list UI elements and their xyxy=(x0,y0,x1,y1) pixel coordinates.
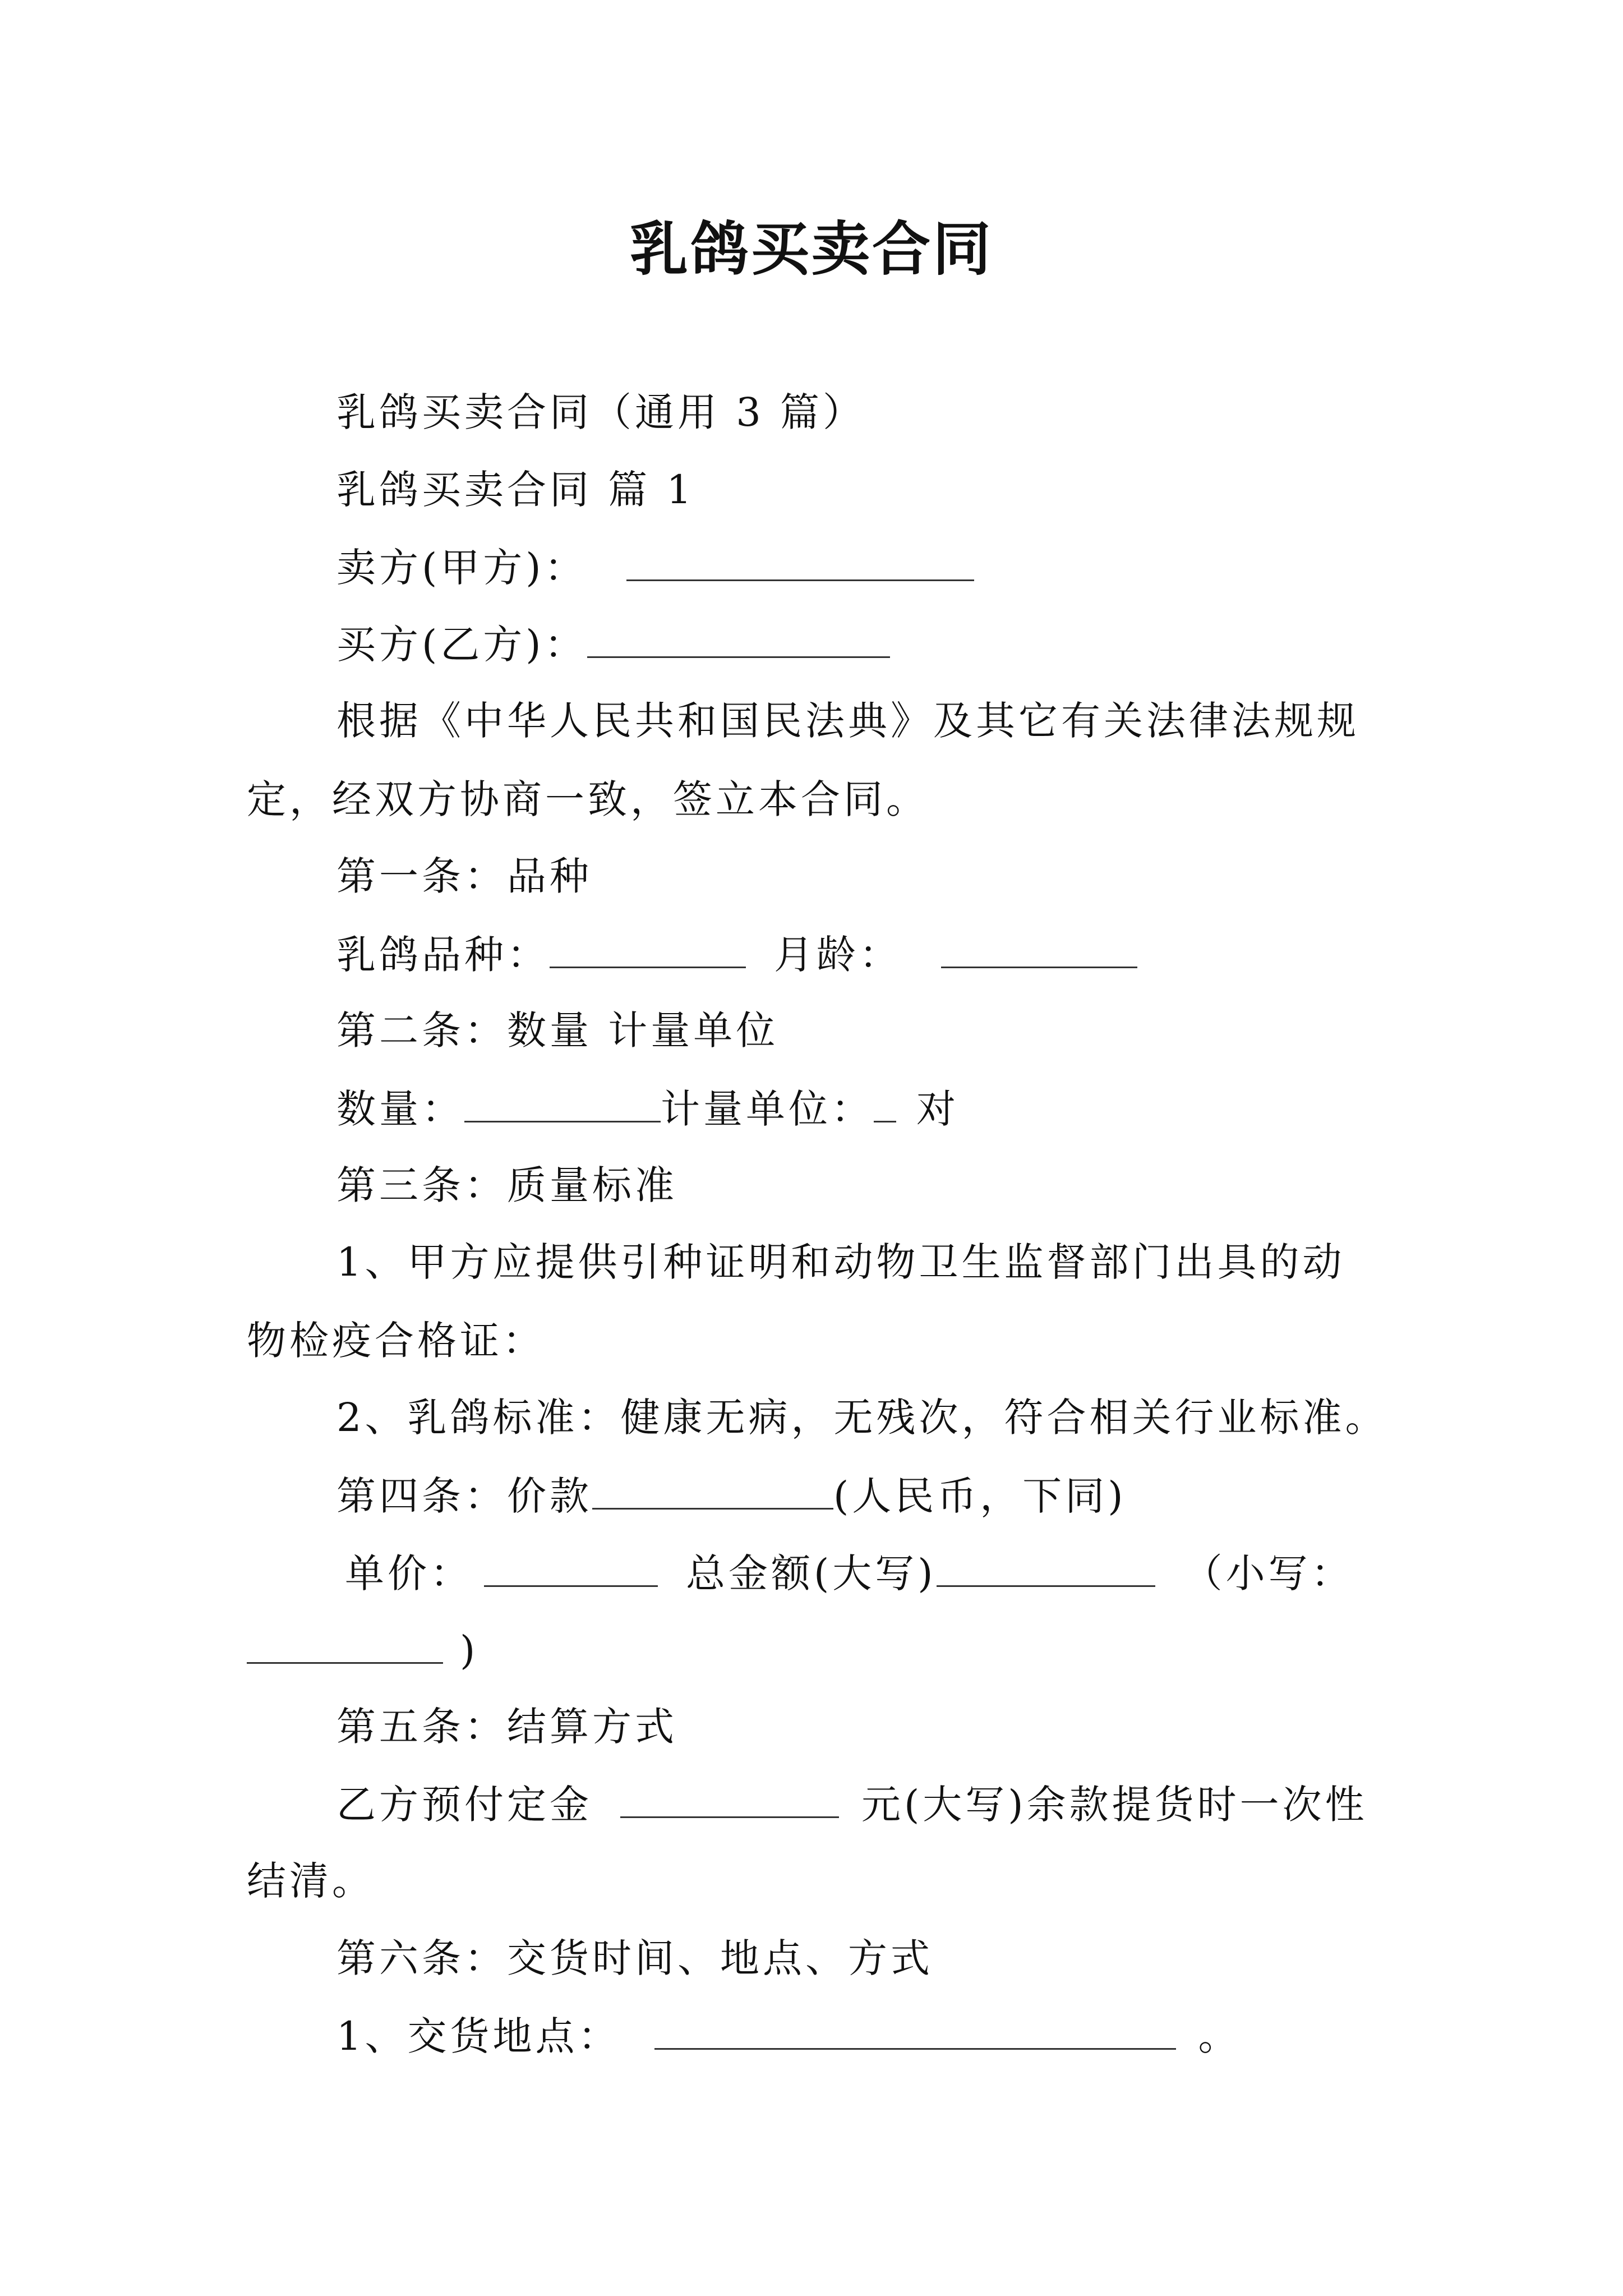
breed-age-line xyxy=(336,932,1137,978)
deposit-line-2: 结清。 xyxy=(247,1858,375,1904)
unit-price-blank[interactable] xyxy=(484,1553,658,1587)
delivery-location-label: 1、交货地点： xyxy=(336,2013,621,2059)
seller-blank[interactable] xyxy=(626,547,974,581)
article-3-item-1-line-1: 1、甲方应提供引种证明和动物卫生监督部门出具的动 xyxy=(336,1239,1345,1285)
article-3-item-2: 2、乳鸽标准：健康无病，无残次，符合相关行业标准。 xyxy=(336,1395,1388,1441)
price-blank[interactable] xyxy=(592,1475,833,1510)
deposit-blank[interactable] xyxy=(620,1784,839,1818)
article-5-heading: 第五条：结算方式 xyxy=(336,1704,677,1750)
delivery-location-blank[interactable] xyxy=(654,2016,1176,2050)
buyer-blank[interactable] xyxy=(587,624,890,658)
deposit-line xyxy=(336,1782,1368,1828)
buyer-line xyxy=(336,622,890,668)
total-lowercase-blank[interactable] xyxy=(247,1630,443,1664)
close-paren: ) xyxy=(460,1627,479,1673)
total-label: 总金额(大写) xyxy=(686,1550,937,1596)
unit-label: 计量单位： xyxy=(661,1086,874,1132)
quantity-label: 数量： xyxy=(336,1086,464,1132)
document-title: 乳鸽买卖合同 xyxy=(629,214,993,283)
total-uppercase-blank[interactable] xyxy=(937,1553,1155,1587)
quantity-line xyxy=(336,1086,959,1132)
part-heading: 乳鸽买卖合同 篇 1 xyxy=(336,467,695,513)
quantity-blank[interactable] xyxy=(464,1088,661,1122)
delivery-location-end: 。 xyxy=(1198,2013,1241,2059)
amount-line xyxy=(345,1550,1354,1596)
article-3-item-1-line-2: 物检疫合格证： xyxy=(247,1318,545,1364)
deposit-suffix: 元(大写)余款提货时一次性 xyxy=(861,1782,1368,1828)
age-blank[interactable] xyxy=(941,934,1137,968)
seller-line xyxy=(336,545,974,591)
preamble-line-1: 根据《中华人民共和国民法典》及其它有关法律法规规 xyxy=(336,698,1359,744)
article-1-heading: 第一条：品种 xyxy=(336,853,592,899)
buyer-label: 买方(乙方)： xyxy=(336,622,587,668)
article-2-heading: 第二条：数量 计量单位 xyxy=(336,1007,779,1053)
article-6-heading: 第六条：交货时间、地点、方式 xyxy=(336,1935,933,1981)
age-label: 月龄： xyxy=(774,932,902,978)
preamble-line-2: 定，经双方协商一致，签立本合同。 xyxy=(247,776,929,822)
small-amount-label: （小写： xyxy=(1183,1550,1354,1596)
article-4-heading: 第四条：价款 xyxy=(336,1473,592,1519)
deposit-label: 乙方预付定金 xyxy=(336,1782,592,1828)
price-line xyxy=(336,1473,1127,1519)
unit-value: 对 xyxy=(916,1086,959,1132)
delivery-location-line xyxy=(336,2013,1241,2059)
unit-blank[interactable] xyxy=(874,1088,896,1122)
seller-label: 卖方(甲方)： xyxy=(336,545,587,591)
unit-price-label: 单价： xyxy=(345,1550,473,1596)
currency-note: (人民币，下同) xyxy=(833,1473,1127,1519)
document-subtitle: 乳鸽买卖合同（通用 3 篇） xyxy=(336,389,866,435)
breed-blank[interactable] xyxy=(550,934,746,968)
amount-line-2 xyxy=(247,1627,479,1673)
article-3-heading: 第三条：质量标准 xyxy=(336,1162,677,1208)
breed-label: 乳鸽品种： xyxy=(336,932,550,978)
